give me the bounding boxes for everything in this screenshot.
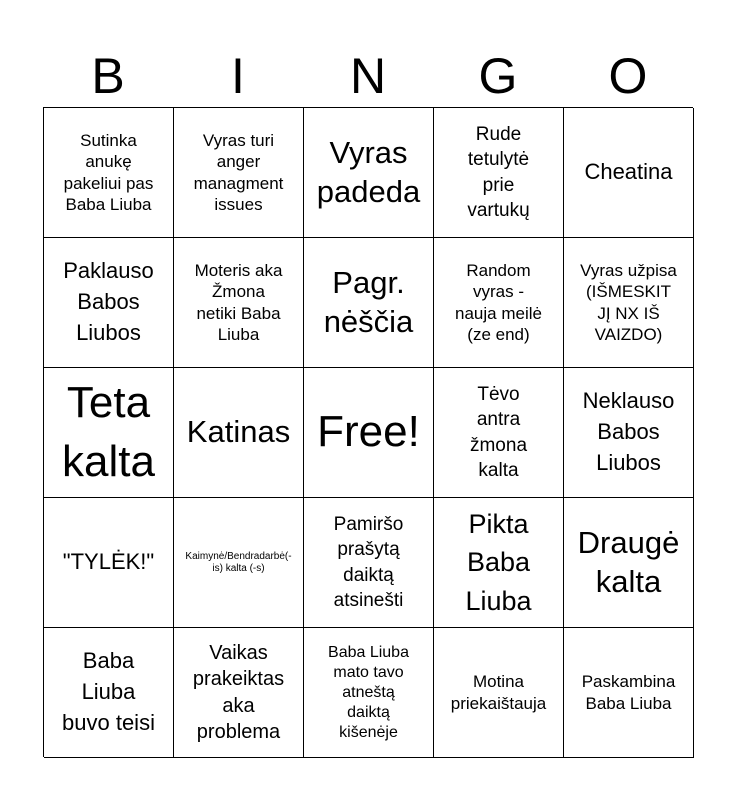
cell-text: "TYLĖK!" <box>62 549 155 575</box>
bingo-cell[interactable] <box>434 108 564 238</box>
bingo-cell[interactable] <box>44 238 174 368</box>
header-letter-b: B <box>91 48 125 104</box>
bingo-cell[interactable] <box>304 238 434 368</box>
bingo-cell[interactable] <box>564 628 694 758</box>
cell-text: Draugė kalta <box>577 524 680 599</box>
bingo-cell[interactable] <box>304 498 434 628</box>
cell-text: Baba Liuba mato tavo atneštą daiktą kišenėje <box>328 643 409 741</box>
cell-text: Vaikas prakeiktas aka problema <box>192 641 285 743</box>
cell-text: Paskambina Baba Liuba <box>581 672 676 713</box>
bingo-cell[interactable] <box>434 368 564 498</box>
cell-text: Neklauso Babos Liubos <box>582 388 675 475</box>
cell-text: Vyras padeda <box>316 134 421 209</box>
bingo-cell[interactable] <box>304 628 434 758</box>
bingo-cell[interactable] <box>174 368 304 498</box>
cell-text: Teta kalta <box>62 377 155 486</box>
bingo-cell[interactable] <box>304 368 434 498</box>
cell-text: Pikta Baba Liuba <box>465 509 532 616</box>
cell-text: Cheatina <box>584 159 673 185</box>
cell-text: Vyras turi anger managment issues <box>193 131 284 214</box>
bingo-cell[interactable] <box>174 238 304 368</box>
free-space: Free! <box>317 407 420 457</box>
bingo-grid <box>43 107 693 757</box>
header-letter-i: I <box>231 48 245 104</box>
cell-text: Rude tetulytė prie vartukų <box>467 124 530 221</box>
bingo-cell[interactable] <box>44 108 174 238</box>
cell-text: Paklauso Babos Liubos <box>63 258 154 345</box>
bingo-cell[interactable] <box>564 368 694 498</box>
cell-text: Baba Liuba buvo teisi <box>62 648 155 735</box>
bingo-header <box>43 46 693 106</box>
cell-text: Kaimynė/Bendradarbė(- is) kalta (-s) <box>185 550 292 574</box>
bingo-cell[interactable] <box>174 628 304 758</box>
bingo-cell[interactable] <box>304 108 434 238</box>
header-letter-g: G <box>478 48 518 104</box>
bingo-cell[interactable] <box>174 498 304 628</box>
bingo-cell[interactable] <box>434 628 564 758</box>
bingo-cell[interactable] <box>564 108 694 238</box>
cell-text: Tėvo antra žmona kalta <box>469 384 528 481</box>
bingo-cell[interactable] <box>434 498 564 628</box>
cell-text: Motina priekaištauja <box>450 672 547 713</box>
bingo-cell[interactable] <box>434 238 564 368</box>
bingo-cell[interactable] <box>44 498 174 628</box>
cell-text: Katinas <box>186 414 291 450</box>
cell-text: Pamiršo prašytą daiktą atsinešti <box>333 514 404 611</box>
header-letter-n: N <box>349 48 387 104</box>
header-letter-o: O <box>608 48 648 104</box>
bingo-cell[interactable] <box>44 628 174 758</box>
cell-text: Moteris aka Žmona netiki Baba Liuba <box>194 261 283 344</box>
cell-text: Pagr. nėščia <box>323 264 414 339</box>
bingo-cell[interactable] <box>44 368 174 498</box>
cell-text: Random vyras - nauja meilė (ze end) <box>455 261 542 344</box>
bingo-cell[interactable] <box>564 498 694 628</box>
cell-text: Sutinka anukę pakeliui pas Baba Liuba <box>63 131 154 214</box>
bingo-cell[interactable] <box>564 238 694 368</box>
cell-text: Vyras užpisa (IŠMESKIT JĮ NX IŠ VAIZDO) <box>580 261 677 344</box>
bingo-cell[interactable] <box>174 108 304 238</box>
